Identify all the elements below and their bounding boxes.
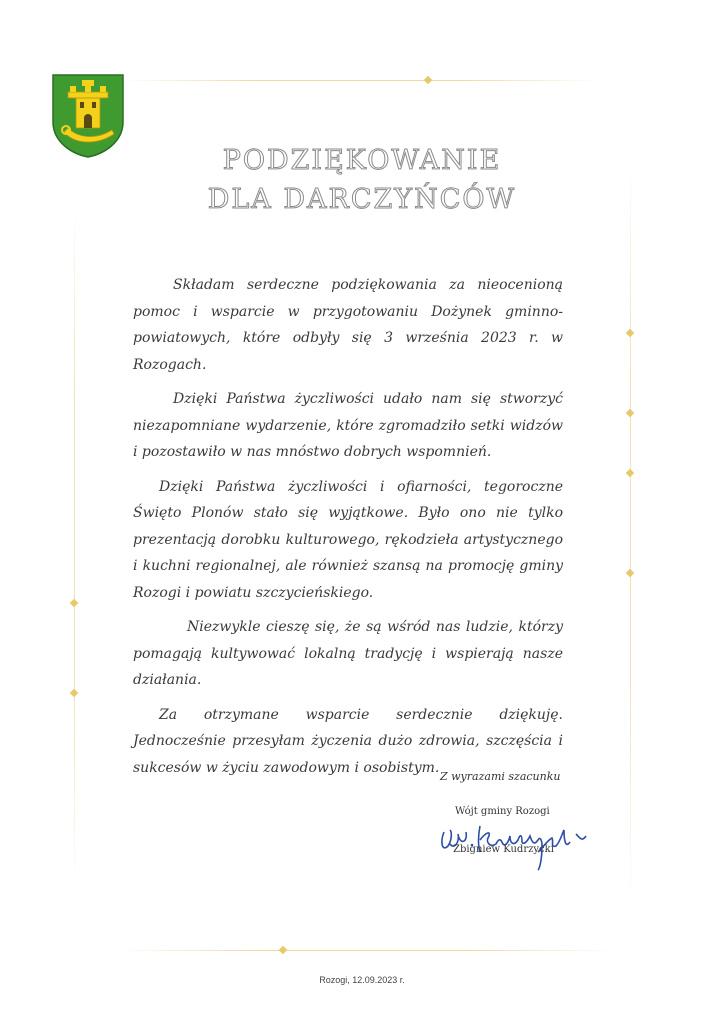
frame-right-border	[630, 150, 631, 910]
closing-phrase: Z wyrazami szacunku	[440, 770, 561, 783]
letter-body	[133, 272, 563, 789]
document-title-line2: DLA DARCZYŃCÓW	[207, 184, 517, 215]
letter-paragraph: Niezwykle cieszę się, że są wśród nas ludzie, którzy pomagają kultywować lokalną tradycję i wspierają nasze działania.	[133, 619, 563, 688]
ornament-icon	[626, 569, 634, 577]
ornament-icon	[70, 689, 78, 697]
ornament-icon	[279, 946, 287, 954]
frame-left-border	[74, 200, 75, 890]
handwritten-signature-icon	[430, 812, 600, 872]
letter-paragraph: Za otrzymane wsparcie serdecznie dziękuję. Jednocześnie przesyłam życzenia dużo zdrowia, szczęścia i sukcesów w życiu zawodowym i osobistym.	[133, 706, 563, 776]
letter-paragraph: Dzięki Państwa życzliwości udało nam się stworzyć niezapomniane wydarzenie, które zgromadziło setki widzów i pozostawiło w nas mnóstwo dobrych wspomnień.	[133, 391, 563, 460]
frame-top-border	[120, 80, 600, 81]
ornament-icon	[626, 409, 634, 417]
ornament-icon	[626, 469, 634, 477]
letter-paragraph: Dzięki Państwa życzliwości i ofiarności, tegoroczne Święto Plonów stało się wyjątkowe. Było ono nie tylko prezentacją dorobku kulturowego, rękodzieła artystycznego i kuchni regionalnej, ale również szansą na promocję gminy Rozogi i powiatu szczycieńskiego.	[133, 478, 563, 601]
frame-bottom-border	[115, 950, 615, 951]
signatory-role: Wójt gminy Rozogi	[455, 806, 550, 817]
document-title-line1: PODZIĘKOWANIE	[222, 145, 502, 176]
letter-paragraph: Składam serdeczne podziękowania za nieocenioną pomoc i wsparcie w przygotowaniu Dożynek gminno-powiatowych, które odbyły się 3 września 2023 r. w Rozogach.	[133, 277, 563, 373]
ornament-icon	[424, 76, 432, 84]
place-and-date: Rozogi, 12.09.2023 r.	[319, 975, 405, 985]
signatory-name: Zbigniew Kudrzycki	[453, 844, 554, 855]
ornament-icon	[70, 599, 78, 607]
ornament-icon	[626, 329, 634, 337]
